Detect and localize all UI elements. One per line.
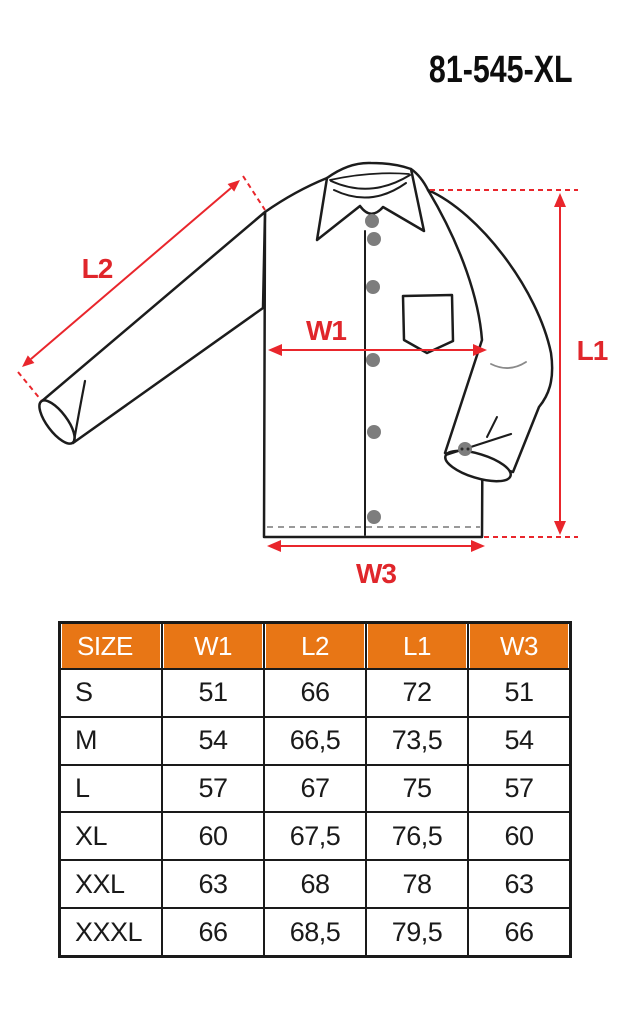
label-l1: L1: [576, 335, 608, 366]
value-cell: 66: [469, 909, 569, 955]
column-header-size: SIZE: [61, 624, 161, 668]
value-cell: 51: [469, 670, 569, 716]
value-cell: 67: [265, 766, 365, 812]
size-cell: M: [61, 718, 161, 764]
size-cell: XL: [61, 813, 161, 859]
button: [367, 510, 381, 524]
value-cell: 60: [163, 813, 263, 859]
size-cell: XXXL: [61, 909, 161, 955]
value-cell: 66: [163, 909, 263, 955]
column-header-l1: L1: [367, 624, 467, 668]
size-table: [58, 621, 572, 958]
value-cell: 68: [265, 861, 365, 907]
button: [365, 214, 379, 228]
label-w3: W3: [356, 558, 396, 589]
value-cell: 63: [469, 861, 569, 907]
label-l2: L2: [81, 253, 113, 284]
button: [367, 232, 381, 246]
value-cell: 63: [163, 861, 263, 907]
value-cell: 51: [163, 670, 263, 716]
button: [366, 280, 380, 294]
column-header-w3: W3: [469, 624, 569, 668]
column-header-l2: L2: [265, 624, 365, 668]
value-cell: 57: [163, 766, 263, 812]
value-cell: 76,5: [367, 813, 467, 859]
value-cell: 66: [265, 670, 365, 716]
value-cell: 79,5: [367, 909, 467, 955]
column-header-w1: W1: [163, 624, 263, 668]
value-cell: 54: [469, 718, 569, 764]
chest-pocket: [403, 295, 453, 353]
shirt-left-sleeve: [42, 212, 265, 443]
value-cell: 72: [367, 670, 467, 716]
value-cell: 67,5: [265, 813, 365, 859]
product-code: 81-545-XL: [429, 49, 573, 91]
value-cell: 54: [163, 718, 263, 764]
button: [367, 425, 381, 439]
value-cell: 60: [469, 813, 569, 859]
value-cell: 73,5: [367, 718, 467, 764]
size-cell: L: [61, 766, 161, 812]
value-cell: 78: [367, 861, 467, 907]
dimension-w3: [267, 540, 485, 552]
right-cuff-button: [458, 442, 472, 456]
value-cell: 66,5: [265, 718, 365, 764]
label-w1: W1: [306, 315, 346, 346]
size-cell: S: [61, 670, 161, 716]
value-cell: 75: [367, 766, 467, 812]
button: [366, 353, 380, 367]
value-cell: 68,5: [265, 909, 365, 955]
value-cell: 57: [469, 766, 569, 812]
size-cell: XXL: [61, 861, 161, 907]
